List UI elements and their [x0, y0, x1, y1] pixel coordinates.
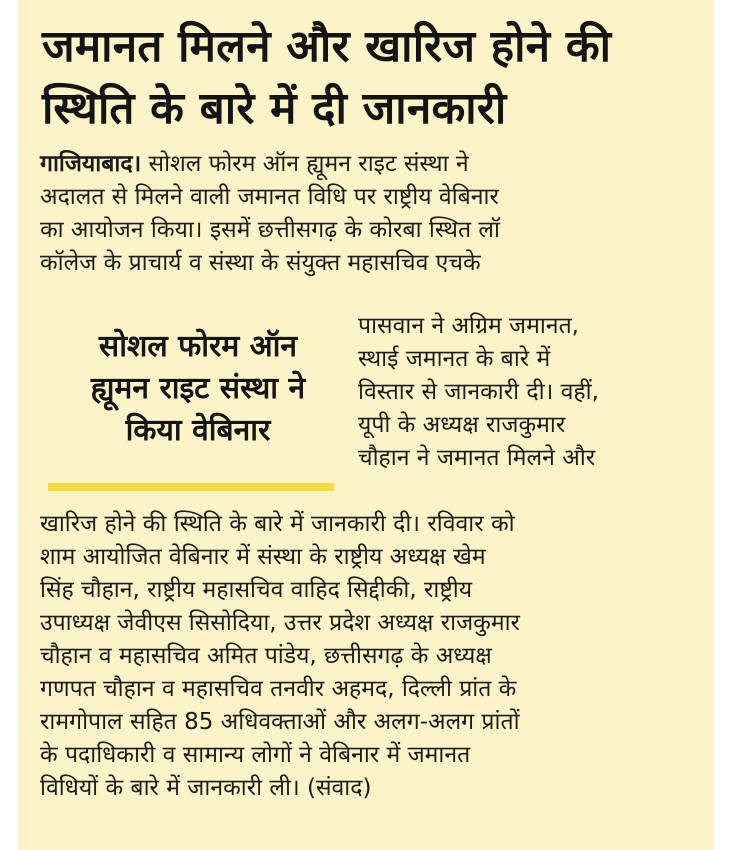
body-line: विधियों के बारे में जानकारी ली। (संवाद) [40, 775, 372, 801]
body-line: पासवान ने अग्रिम जमानत, [358, 313, 579, 339]
body-line: सिंह चौहान, राष्ट्रीय महासचिव वाहिद सिद्दीकी, राष्ट्रीय [40, 577, 473, 603]
subheading-line-3: किया वेबिनार [125, 413, 271, 448]
body-line: स्थाई जमानत के बारे में [358, 346, 551, 372]
subheading-line-1: सोशल फोरम ऑन [98, 329, 298, 364]
body-line: विस्तार से जानकारी दी। वहीं, [358, 379, 599, 405]
body-line: चौहान व महासचिव अमित पांडेय, छत्तीसगढ़ के अध्यक्ष [40, 643, 492, 669]
body-line: अदालत से मिलने वाली जमानत विधि पर राष्ट्रीय वेबिनार [40, 184, 499, 210]
body-text-bottom [40, 508, 700, 805]
body-line [40, 148, 700, 181]
subheading-line-2: ह्यूमन राइट संस्था ने [90, 371, 306, 406]
body-line: उपाध्यक्ष जेवीएस सिसोदिया, उत्तर प्रदेश अध्यक्ष राजकुमार [40, 610, 520, 636]
subheading [40, 326, 356, 452]
body-line: यूपी के अध्यक्ष राजकुमार [358, 412, 566, 438]
body-line: खारिज होने की स्थिति के बारे में जानकारी दी। रविवार को [40, 511, 515, 537]
body-line: के पदाधिकारी व सामान्य लोगों ने वेबिनार में जमानत [40, 742, 471, 768]
headline-line-1: जमानत मिलने और खारिज होने की [42, 21, 612, 72]
body-line: रामगोपाल सहित 85 अधिवक्ताओं और अलग-अलग प्रांतों [40, 709, 520, 735]
body-line-text: सोशल फोरम ऑन ह्यूमन राइट संस्था ने [141, 151, 469, 177]
dateline: गाजियाबाद। [40, 151, 142, 177]
body-line: गणपत चौहान व महासचिव तनवीर अहमद, दिल्ली प्रांत के [40, 676, 517, 702]
headline [42, 16, 702, 140]
body-text-right [358, 310, 698, 475]
yellow-divider-rule [48, 483, 334, 491]
newspaper-clipping [18, 0, 714, 850]
page-margin [714, 0, 730, 850]
body-text-top [40, 148, 700, 280]
body-line: शाम आयोजित वेबिनार में संस्था के राष्ट्रीय अध्यक्ष खेम [40, 544, 486, 570]
body-line: चौहान ने जमानत मिलने और [358, 445, 596, 471]
body-line: का आयोजन किया। इसमें छत्तीसगढ़ के कोरबा स्थित लॉ [40, 217, 500, 243]
headline-line-2: स्थिति के बारे में दी जानकारी [42, 83, 507, 134]
body-line: कॉलेज के प्राचार्य व संस्था के संयुक्त महासचिव एचके [40, 250, 481, 276]
